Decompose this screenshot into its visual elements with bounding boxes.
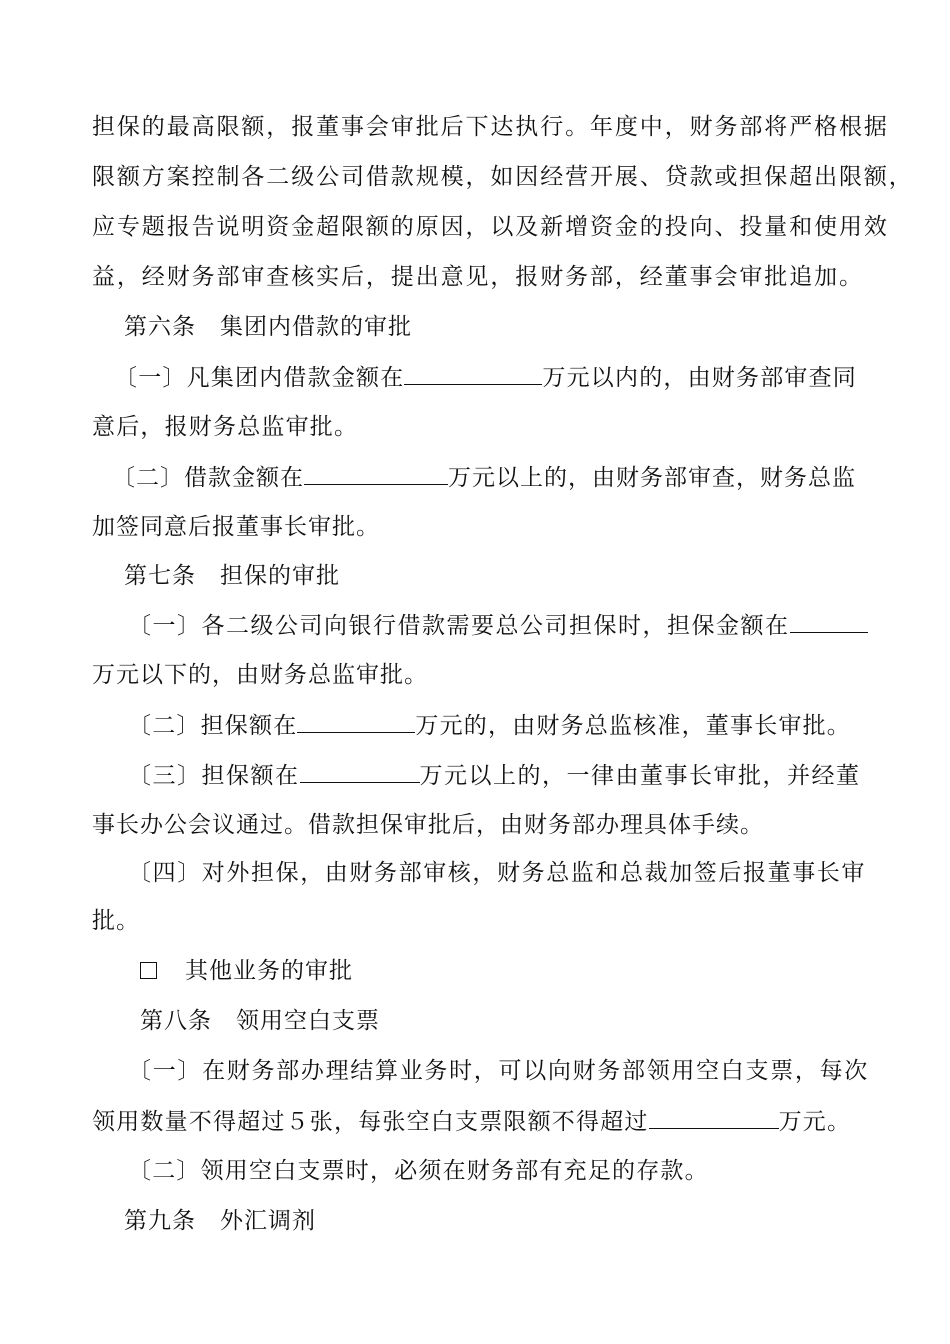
clause-text: 万元。 — [778, 1109, 852, 1135]
clause-text: 领用数量不得超过５张，每张空白支票限额不得超过 — [92, 1109, 649, 1135]
clause-line: 〔一〕在财务部办理结算业务时，可以向财务部领用空白支票，每次 — [128, 1058, 869, 1084]
clause-line — [92, 1106, 851, 1137]
article-6-heading: 第六条 集团内借款的审批 — [124, 314, 412, 340]
fill-in-blank — [300, 760, 420, 783]
clause-line — [128, 610, 868, 641]
paragraph-line: 万元以下的，由财务总监审批。 — [92, 662, 428, 688]
paragraph-line: 应专题报告说明资金超限额的原因，以及新增资金的投向、投量和使用效 — [92, 214, 889, 240]
clause-text: 〔二〕担保额在 — [128, 713, 298, 739]
clause-text: 〔一〕凡集团内借款金额在 — [114, 365, 405, 391]
clause-line — [112, 462, 856, 493]
paragraph-line: 事长办公会议通过。借款担保审批后，由财务部办理具体手续。 — [92, 812, 764, 838]
clause-text: 万元的，由财务总监核准，董事长审批。 — [415, 713, 852, 739]
fill-in-blank — [649, 1106, 779, 1129]
checkbox-square-icon — [140, 962, 157, 979]
clause-text: 〔一〕各二级公司向银行借款需要总公司担保时，担保金额在 — [128, 613, 790, 639]
fill-in-blank — [304, 462, 448, 485]
clause-text: 〔二〕借款金额在 — [112, 465, 304, 491]
paragraph-line: 意后，报财务总监审批。 — [92, 414, 359, 440]
clause-text: 万元以上的，一律由董事长审批，并经董 — [419, 763, 861, 789]
article-8-heading: 第八条 领用空白支票 — [140, 1008, 380, 1034]
paragraph-line: 限额方案控制各二级公司借款规模，如因经营开展、贷款或担保超出限额， — [92, 164, 914, 190]
section-heading-text: 其他业务的审批 — [185, 958, 353, 984]
clause-text: 万元以内的，由财务部审查同 — [542, 365, 858, 391]
article-9-heading: 第九条 外汇调剂 — [124, 1208, 316, 1234]
clause-line: 〔二〕领用空白支票时，必须在财务部有充足的存款。 — [128, 1158, 709, 1184]
clause-text: 〔三〕担保额在 — [128, 763, 300, 789]
clause-line — [114, 362, 857, 393]
clause-line — [128, 710, 851, 741]
paragraph-line: 批。 — [92, 908, 140, 934]
fill-in-blank — [790, 610, 868, 633]
clause-line — [128, 760, 861, 791]
section-heading — [140, 956, 353, 986]
article-7-heading: 第七条 担保的审批 — [124, 563, 340, 589]
paragraph-line: 加签同意后报董事长审批。 — [92, 514, 380, 540]
fill-in-blank — [404, 362, 542, 385]
paragraph-line: 担保的最高限额，报董事会审批后下达执行。年度中，财务部将严格根据 — [92, 114, 889, 140]
fill-in-blank — [297, 710, 415, 733]
clause-line: 〔四〕对外担保，由财务部审核，财务总监和总裁加签后报董事长审 — [128, 860, 866, 886]
paragraph-line: 益，经财务部审查核实后，提出意见，报财务部，经董事会审批追加。 — [92, 264, 864, 290]
clause-text: 万元以上的，由财务部审查，财务总监 — [448, 465, 856, 491]
